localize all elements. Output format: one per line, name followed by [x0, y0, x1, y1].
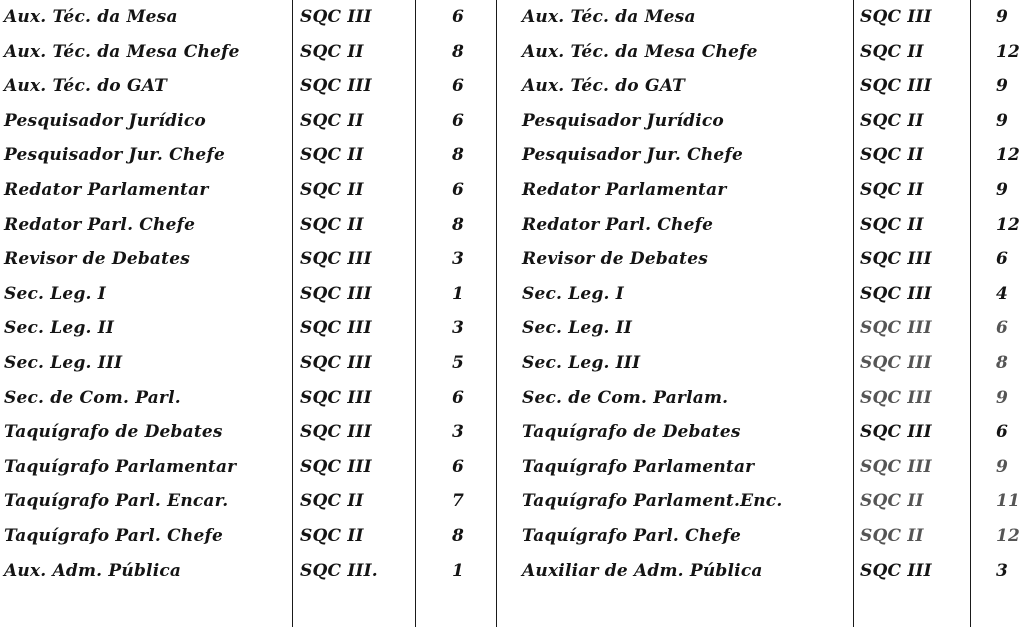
right-nivel-cell: 9: [996, 110, 1009, 131]
right-cargo-cell: Taquígrafo Parlamentar: [522, 456, 755, 477]
right-cargo-cell: Sec. Leg. I: [522, 283, 624, 304]
left-quadro-cell: SQC II: [300, 41, 364, 62]
left-nivel-cell: 6: [451, 76, 465, 97]
left-cargo-cell: Aux. Téc. da Mesa: [4, 7, 178, 27]
left-nivel-cell: 7: [451, 491, 465, 512]
right-nivel-cell: 12: [996, 41, 1021, 62]
right-nivel-cell: 9: [996, 387, 1009, 408]
left-nivel-cell: 6: [451, 456, 465, 477]
left-nivel-cell: 3: [451, 249, 465, 270]
left-quadro-cell: SQC II: [300, 110, 364, 131]
right-quadro-cell: SQC II: [860, 526, 924, 546]
table-row: [0, 422, 1024, 456]
right-nivel-cell: 6: [996, 249, 1009, 270]
left-cargo-cell: Pesquisador Jurídico: [4, 110, 206, 131]
left-nivel-cell: 3: [451, 422, 465, 443]
left-nivel-cell: 6: [451, 387, 465, 408]
table-row: [0, 7, 1024, 41]
left-nivel-cell: 8: [451, 214, 465, 235]
left-quadro-cell: SQC III: [300, 353, 372, 373]
left-quadro-cell: SQC III: [300, 318, 372, 339]
table-row: [0, 561, 1024, 595]
left-nivel-cell: 8: [451, 41, 465, 62]
table-row: [0, 491, 1024, 525]
right-cargo-cell: Taquígrafo de Debates: [522, 422, 741, 443]
right-quadro-cell: SQC III: [860, 422, 932, 443]
right-quadro-cell: SQC II: [860, 180, 924, 200]
left-cargo-cell: Sec. Leg. II: [4, 318, 115, 339]
right-cargo-cell: Sec. Leg. II: [522, 318, 633, 339]
right-nivel-cell: 4: [996, 283, 1009, 304]
right-quadro-cell: SQC III: [860, 456, 932, 477]
right-cargo-cell: Sec. de Com. Parlam.: [522, 387, 729, 408]
left-cargo-cell: Sec. Leg. I: [4, 283, 106, 304]
left-quadro-cell: SQC III: [300, 387, 372, 408]
left-cargo-cell: Aux. Adm. Pública: [4, 560, 182, 581]
left-quadro-cell: SQC II: [300, 145, 364, 166]
left-cargo-cell: Sec. de Com. Parl.: [4, 387, 181, 408]
table-row: [0, 353, 1024, 387]
table-row: [0, 111, 1024, 145]
left-nivel-cell: 8: [451, 145, 465, 166]
right-nivel-cell: 12: [996, 145, 1021, 166]
right-nivel-cell: 9: [996, 7, 1009, 27]
left-cargo-cell: Taquígrafo Parlamentar: [4, 456, 237, 477]
left-cargo-cell: Aux. Téc. da Mesa Chefe: [4, 41, 240, 62]
left-quadro-cell: SQC II: [300, 491, 364, 512]
right-nivel-cell: 11: [996, 491, 1021, 512]
table-row: [0, 180, 1024, 214]
left-quadro-cell: SQC III: [300, 249, 372, 270]
right-cargo-cell: Aux. Téc. do GAT: [522, 76, 685, 97]
right-quadro-cell: SQC III: [860, 387, 932, 408]
left-quadro-cell: SQC III: [300, 76, 372, 97]
right-nivel-cell: 12: [996, 526, 1021, 546]
right-nivel-cell: 6: [996, 318, 1009, 339]
right-cargo-cell: Taquígrafo Parl. Chefe: [522, 526, 742, 546]
right-cargo-cell: Auxiliar de Adm. Pública: [522, 560, 763, 581]
right-quadro-cell: SQC III: [860, 76, 932, 97]
left-cargo-cell: Taquígrafo de Debates: [4, 422, 223, 443]
table-row: [0, 526, 1024, 560]
table-row: [0, 145, 1024, 179]
left-quadro-cell: SQC III: [300, 283, 372, 304]
right-nivel-cell: 9: [996, 180, 1009, 200]
right-cargo-cell: Sec. Leg. III: [522, 353, 641, 373]
right-quadro-cell: SQC III: [860, 283, 932, 304]
right-nivel-cell: 9: [996, 456, 1009, 477]
right-nivel-cell: 9: [996, 76, 1009, 97]
right-nivel-cell: 3: [996, 560, 1009, 581]
right-cargo-cell: Pesquisador Jur. Chefe: [522, 145, 743, 166]
left-cargo-cell: Redator Parlamentar: [4, 180, 209, 200]
table-row: [0, 249, 1024, 283]
left-cargo-cell: Revisor de Debates: [4, 249, 190, 270]
right-quadro-cell: SQC III: [860, 318, 932, 339]
right-quadro-cell: SQC II: [860, 110, 924, 131]
right-quadro-cell: SQC III: [860, 249, 932, 270]
right-quadro-cell: SQC III: [860, 353, 932, 373]
table-row: [0, 284, 1024, 318]
right-cargo-cell: Redator Parlamentar: [522, 180, 727, 200]
left-nivel-cell: 8: [451, 526, 465, 546]
right-cargo-cell: Aux. Téc. da Mesa: [522, 7, 696, 27]
right-quadro-cell: SQC III: [860, 7, 932, 27]
left-cargo-cell: Pesquisador Jur. Chefe: [4, 145, 225, 166]
left-cargo-cell: Redator Parl. Chefe: [4, 214, 196, 235]
left-nivel-cell: 6: [451, 7, 465, 27]
right-nivel-cell: 12: [996, 214, 1021, 235]
left-nivel-cell: 6: [451, 180, 465, 200]
left-quadro-cell: SQC III: [300, 7, 372, 27]
left-quadro-cell: SQC II: [300, 180, 364, 200]
right-quadro-cell: SQC II: [860, 214, 924, 235]
left-quadro-cell: SQC II: [300, 214, 364, 235]
right-cargo-cell: Taquígrafo Parlament.Enc.: [522, 491, 783, 512]
table-row: [0, 457, 1024, 491]
left-nivel-cell: 6: [451, 110, 465, 131]
right-cargo-cell: Aux. Téc. da Mesa Chefe: [522, 41, 758, 62]
right-nivel-cell: 8: [996, 353, 1009, 373]
left-quadro-cell: SQC III: [300, 422, 372, 443]
right-quadro-cell: SQC II: [860, 145, 924, 166]
left-quadro-cell: SQC III.: [300, 560, 378, 581]
table-row: [0, 388, 1024, 422]
right-nivel-cell: 6: [996, 422, 1009, 443]
right-quadro-cell: SQC II: [860, 41, 924, 62]
right-cargo-cell: Revisor de Debates: [522, 249, 708, 270]
right-quadro-cell: SQC II: [860, 491, 924, 512]
table-row: [0, 76, 1024, 110]
left-cargo-cell: Taquígrafo Parl. Chefe: [4, 526, 224, 546]
left-nivel-cell: 3: [451, 318, 465, 339]
table-row: [0, 318, 1024, 352]
left-cargo-cell: Aux. Téc. do GAT: [4, 76, 167, 97]
table-row: [0, 42, 1024, 76]
left-quadro-cell: SQC II: [300, 526, 364, 546]
left-nivel-cell: 1: [451, 560, 465, 581]
left-cargo-cell: Sec. Leg. III: [4, 353, 123, 373]
left-nivel-cell: 1: [451, 283, 465, 304]
right-quadro-cell: SQC III: [860, 560, 932, 581]
left-nivel-cell: 5: [451, 353, 465, 373]
right-cargo-cell: Pesquisador Jurídico: [522, 110, 724, 131]
right-cargo-cell: Redator Parl. Chefe: [522, 214, 714, 235]
table-row: [0, 215, 1024, 249]
left-cargo-cell: Taquígrafo Parl. Encar.: [4, 491, 229, 512]
left-quadro-cell: SQC III: [300, 456, 372, 477]
